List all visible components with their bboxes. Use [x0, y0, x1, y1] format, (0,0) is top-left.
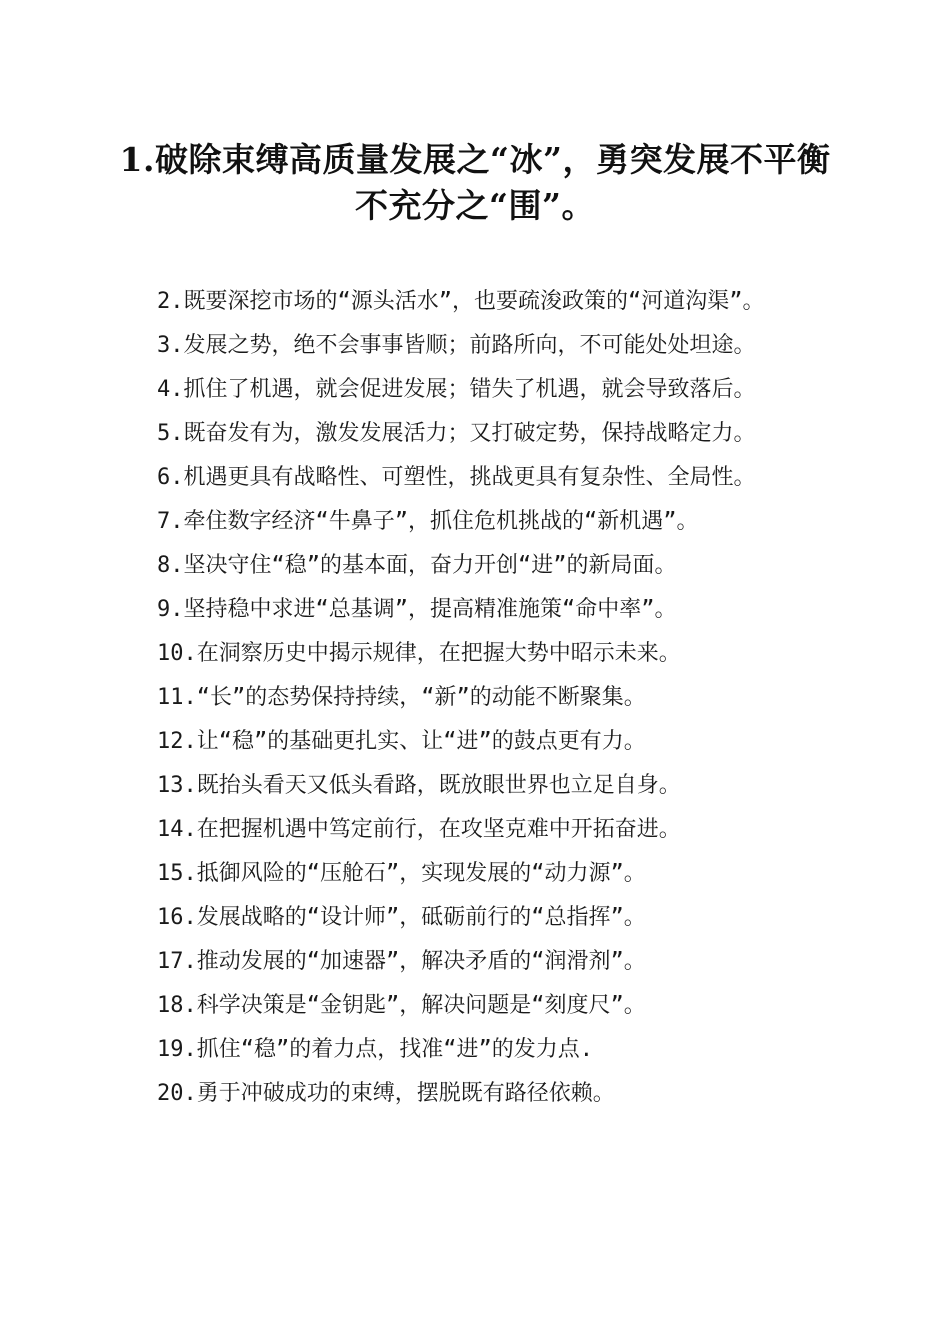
item-list	[119, 280, 839, 1116]
list-item: 11.“长”的态势保持持续，“新”的动能不断聚集。	[157, 685, 646, 710]
list-item: 16.发展战略的“设计师”，砥砺前行的“总指挥”。	[157, 905, 646, 930]
list-item: 13.既抬头看天又低头看路，既放眼世界也立足自身。	[157, 773, 681, 798]
list-item: 12.让“稳”的基础更扎实、让“进”的鼓点更有力。	[157, 729, 646, 754]
list-item: 3.发展之势，绝不会事事皆顺；前路所向，不可能处处坦途。	[157, 333, 756, 358]
list-item: 19.抓住“稳”的着力点，找准“进”的发力点.	[157, 1037, 593, 1062]
list-item: 5.既奋发有为，激发发展活力；又打破定势，保持战略定力。	[157, 421, 756, 446]
list-item: 10.在洞察历史中揭示规律，在把握大势中昭示未来。	[157, 641, 681, 666]
list-item: 14.在把握机遇中笃定前行，在攻坚克难中开拓奋进。	[157, 817, 681, 842]
list-item: 20.勇于冲破成功的束缚，摆脱既有路径依赖。	[157, 1081, 615, 1106]
list-item: 6.机遇更具有战略性、可塑性，挑战更具有复杂性、全局性。	[157, 465, 756, 490]
list-item: 17.推动发展的“加速器”，解决矛盾的“润滑剂”。	[157, 949, 646, 974]
list-item: 8.坚决守住“稳”的基本面，奋力开创“进”的新局面。	[157, 553, 677, 578]
list-item: 7.牵住数字经济“牛鼻子”，抓住危机挑战的“新机遇”。	[157, 509, 699, 534]
list-item: 9.坚持稳中求进“总基调”，提高精准施策“命中率”。	[157, 597, 677, 622]
document-title: 1.破除束缚高质量发展之“冰”，勇突发展不平衡不充分之“围”。	[119, 140, 831, 225]
list-item: 2.既要深挖市场的“源头活水”，也要疏浚政策的“河道沟渠”。	[157, 289, 765, 314]
list-item: 15.抵御风险的“压舱石”，实现发展的“动力源”。	[157, 861, 646, 886]
list-item: 4.抓住了机遇，就会促进发展；错失了机遇，就会导致落后。	[157, 377, 756, 402]
list-item: 18.科学决策是“金钥匙”，解决问题是“刻度尺”。	[157, 993, 646, 1018]
